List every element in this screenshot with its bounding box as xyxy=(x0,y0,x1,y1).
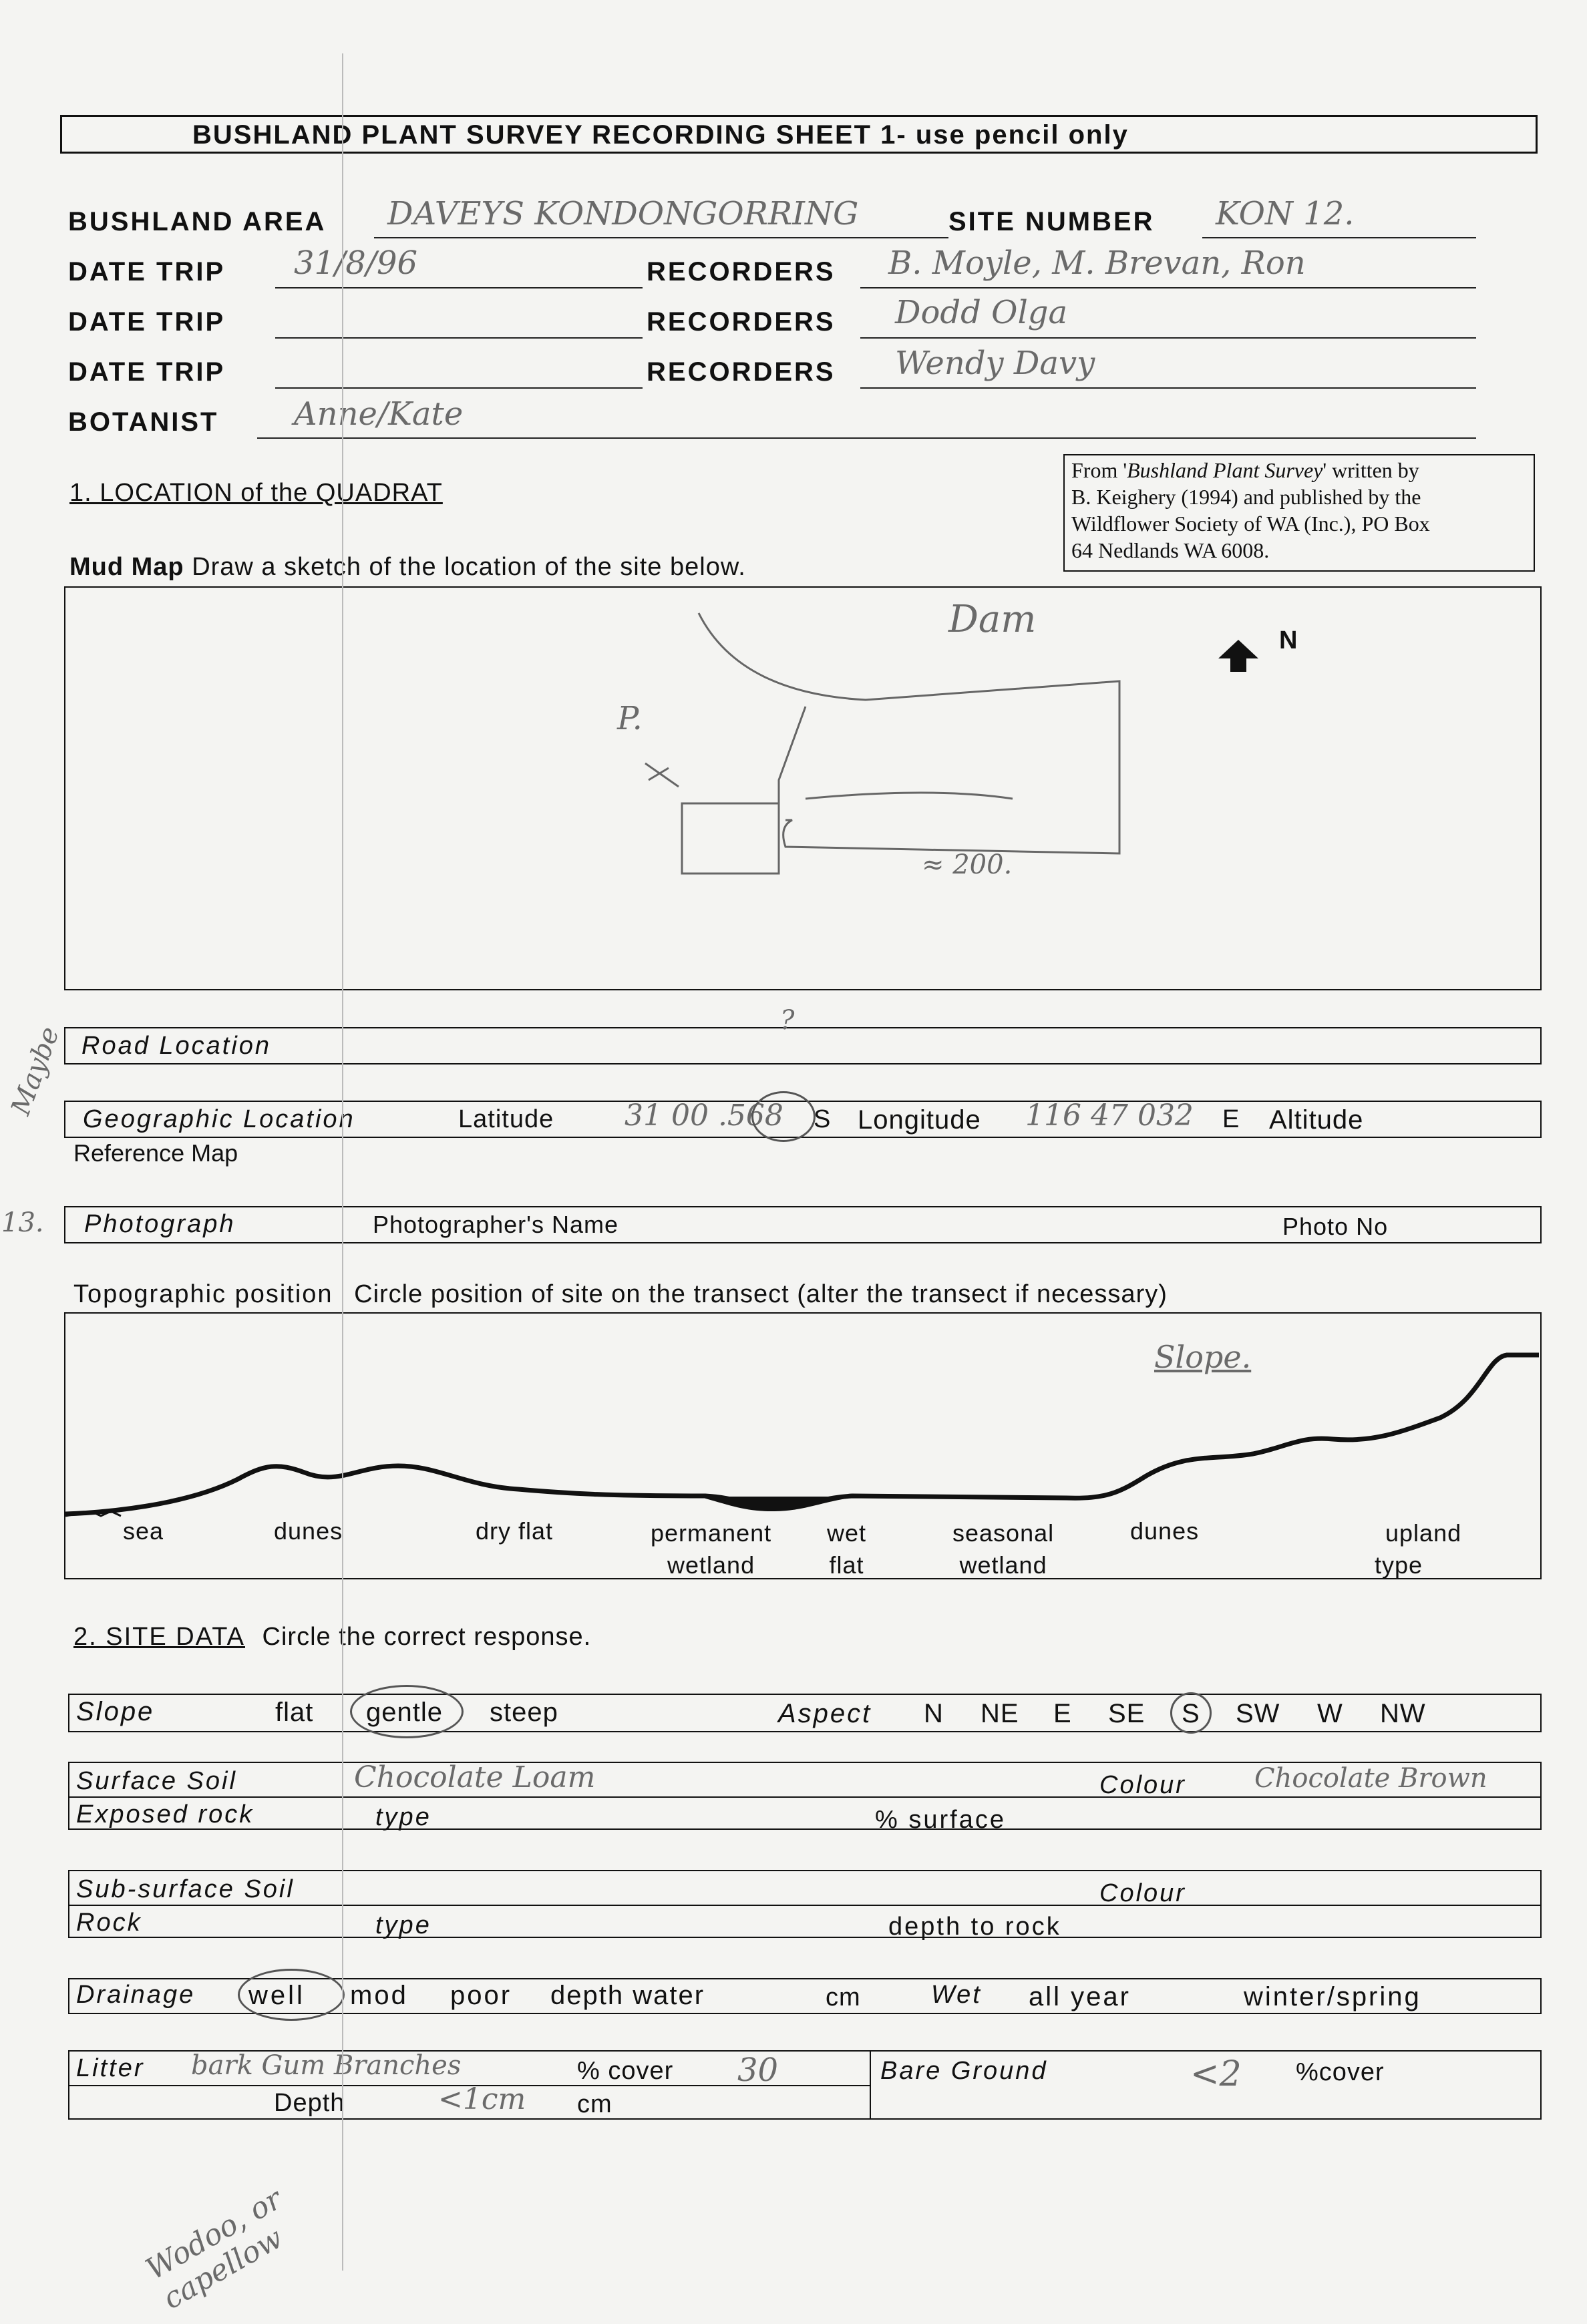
road-location-box[interactable] xyxy=(64,1027,1542,1064)
margin-note-bottom: Wodoo, or capellow xyxy=(140,2182,289,2317)
date-trip-label-2: DATE TRIP xyxy=(68,307,226,337)
photographer-label: Photographer's Name xyxy=(373,1211,619,1238)
credit-line-4: 64 Nedlands WA 6008. xyxy=(1071,538,1270,562)
fold-line xyxy=(342,53,343,2271)
subsurface-colour-label: Colour xyxy=(1099,1879,1186,1907)
botanist-line xyxy=(257,437,1476,439)
wet-option-all-year[interactable]: all year xyxy=(1029,1982,1131,2011)
topo-permanent-line-1: permanent xyxy=(651,1519,772,1547)
recorders-label-1: RECORDERS xyxy=(647,257,836,286)
rock-type-label: type xyxy=(375,1911,431,1939)
north-arrow-icon xyxy=(1218,640,1258,672)
bushland-area-line xyxy=(374,237,948,238)
botanist-value[interactable]: Anne/Kate xyxy=(294,395,464,433)
mudmap-label xyxy=(69,553,746,582)
margin-note-left: Maybe xyxy=(5,1022,65,1119)
page-title: BUSHLAND PLANT SURVEY RECORDING SHEET 1- use pencil only xyxy=(192,120,1129,150)
mud-map-sketch xyxy=(64,586,1542,990)
slope-gentle-circle xyxy=(350,1685,464,1738)
bare-ground-pct-cover-label: %cover xyxy=(1296,2058,1385,2086)
aspect-option-s[interactable]: S xyxy=(1182,1699,1200,1728)
recorders-line-1 xyxy=(860,287,1476,288)
slope-label: Slope xyxy=(76,1697,155,1726)
aspect-option-n[interactable]: N xyxy=(924,1699,944,1728)
litter-pct-cover-label: % cover xyxy=(577,2057,674,2085)
topo-seasonal-line-2: wetland xyxy=(959,1551,1047,1579)
topo-upland-type[interactable] xyxy=(1336,1517,1461,1581)
topo-wet-line-2: flat xyxy=(829,1551,864,1579)
site-data-heading xyxy=(73,1623,591,1652)
topographic-label-text: Topographic position xyxy=(73,1280,333,1308)
surface-soil-value[interactable]: Chocolate Loam xyxy=(354,1760,596,1794)
aspect-option-nw[interactable]: NW xyxy=(1380,1699,1426,1728)
sketch-dam-label: Dam xyxy=(948,598,1037,641)
litter-value[interactable]: bark Gum Branches xyxy=(191,2050,462,2081)
recorders-value-2[interactable]: Dodd Olga xyxy=(895,294,1068,331)
topographic-label xyxy=(73,1280,1168,1309)
road-location-mark: ? xyxy=(780,1005,795,1036)
date-trip-label-3: DATE TRIP xyxy=(68,357,226,387)
aspect-option-w[interactable]: W xyxy=(1317,1699,1343,1728)
depth-to-rock-label: depth to rock xyxy=(888,1913,1061,1941)
site-number-line xyxy=(1202,237,1476,238)
topo-dunes-2[interactable]: dunes xyxy=(1130,1517,1200,1545)
topo-dry-flat[interactable]: dry flat xyxy=(476,1517,554,1545)
credit-line-2: B. Keighery (1994) and published by the xyxy=(1071,485,1421,509)
topo-sea[interactable]: sea xyxy=(123,1517,164,1545)
topo-wet-flat[interactable] xyxy=(827,1517,866,1581)
depth-water-unit: cm xyxy=(826,1983,861,2011)
date-trip-line-2 xyxy=(275,337,643,339)
date-trip-line-1 xyxy=(275,287,643,288)
pct-surface-label: % surface xyxy=(875,1806,1006,1834)
surface-colour-label: Colour xyxy=(1099,1771,1186,1799)
photo-no-label: Photo No xyxy=(1282,1213,1389,1240)
longitude-value[interactable]: 116 47 032 xyxy=(1025,1099,1194,1133)
recorders-label-2: RECORDERS xyxy=(647,307,836,337)
credit-line-1: From 'Bushland Plant Survey' written by xyxy=(1071,458,1419,482)
longitude-hemisphere: E xyxy=(1222,1105,1240,1133)
recorders-value-1[interactable]: B. Moyle, M. Brevan, Ron xyxy=(888,244,1306,282)
aspect-option-ne[interactable]: NE xyxy=(981,1699,1019,1728)
topographic-instruction: Circle position of site on the transect (alter the transect if necessary) xyxy=(354,1280,1168,1308)
sketch-distance-label: ≈ 200. xyxy=(922,849,1013,880)
aspect-s-circle xyxy=(1170,1692,1212,1734)
latitude-value[interactable]: 31 00 .568 xyxy=(625,1099,783,1133)
aspect-option-se[interactable]: SE xyxy=(1108,1699,1145,1728)
wet-label: Wet xyxy=(931,1981,982,2009)
reference-map-label: Reference Map xyxy=(73,1139,238,1167)
wet-option-winter-spring[interactable]: winter/spring xyxy=(1244,1982,1421,2011)
drainage-well-circle xyxy=(238,1969,345,2021)
depth-unit: cm xyxy=(577,2090,612,2118)
topo-upland-line-1: upland xyxy=(1385,1519,1462,1547)
photograph-label: Photograph xyxy=(84,1210,236,1238)
depth-value[interactable]: <1cm xyxy=(438,2082,526,2116)
recorders-line-2 xyxy=(860,337,1476,339)
mudmap-label-bold: Mud Map xyxy=(69,553,184,581)
site-data-title: 2. SITE DATA xyxy=(73,1623,245,1651)
recorders-line-3 xyxy=(860,387,1476,389)
slope-option-gentle[interactable]: gentle xyxy=(366,1698,443,1727)
credit-text xyxy=(1071,457,1532,564)
location-heading: 1. LOCATION of the QUADRAT xyxy=(69,479,443,507)
litter-cover-value[interactable]: 30 xyxy=(737,2052,779,2089)
subsurface-label: Sub-surface Soil xyxy=(76,1875,295,1903)
surface-colour-value[interactable]: Chocolate Brown xyxy=(1254,1763,1487,1794)
bare-ground-label: Bare Ground xyxy=(880,2057,1048,2085)
margin-note-13: 13. xyxy=(1,1207,44,1238)
topo-permanent-wetland[interactable] xyxy=(651,1517,771,1581)
drainage-option-poor[interactable]: poor xyxy=(450,1981,512,2010)
bushland-area-value[interactable]: DAVEYS KONDONGORRING xyxy=(387,195,859,232)
depth-water-label: depth water xyxy=(550,1981,705,2010)
recorders-value-3[interactable]: Wendy Davy xyxy=(895,345,1095,382)
latitude-circle xyxy=(751,1091,816,1142)
altitude-label: Altitude xyxy=(1269,1105,1364,1135)
aspect-option-sw[interactable]: SW xyxy=(1236,1699,1280,1728)
rock-label: Rock xyxy=(76,1909,142,1937)
latitude-label: Latitude xyxy=(458,1105,554,1133)
topo-seasonal-line-1: seasonal xyxy=(952,1519,1055,1547)
depth-label: Depth xyxy=(274,2089,345,2117)
bushland-area-label: BUSHLAND AREA xyxy=(68,207,327,236)
date-trip-line-3 xyxy=(275,387,643,389)
geographic-location-label: Geographic Location xyxy=(83,1105,355,1133)
slope-option-flat[interactable]: flat xyxy=(275,1698,314,1727)
north-label: N xyxy=(1279,626,1298,654)
recorders-label-3: RECORDERS xyxy=(647,357,836,387)
topographic-note: Slope. xyxy=(1154,1339,1252,1375)
sketch-p-label: P. xyxy=(617,700,643,737)
litter-divider-vertical xyxy=(870,2050,871,2120)
drainage-option-well[interactable]: well xyxy=(248,1981,305,2010)
topo-permanent-line-2: wetland xyxy=(667,1551,755,1579)
date-trip-value-1[interactable]: 31/8/96 xyxy=(294,244,418,282)
bare-ground-value[interactable]: <2 xyxy=(1190,2054,1242,2094)
site-data-instruction: Circle the correct response. xyxy=(262,1623,592,1651)
drainage-label: Drainage xyxy=(76,1981,196,2009)
credit-line-3: Wildflower Society of WA (Inc.), PO Box xyxy=(1071,512,1430,536)
exposed-rock-type-label: type xyxy=(375,1803,431,1831)
topo-seasonal-wetland[interactable] xyxy=(952,1517,1054,1581)
subsurface-divider xyxy=(68,1905,1542,1906)
longitude-label: Longitude xyxy=(858,1105,981,1135)
topo-upland-line-2: type xyxy=(1375,1551,1423,1579)
aspect-label: Aspect xyxy=(778,1699,872,1728)
site-number-value[interactable]: KON 12. xyxy=(1216,195,1355,232)
topo-wet-line-1: wet xyxy=(827,1519,867,1547)
topo-dunes[interactable]: dunes xyxy=(274,1517,343,1545)
date-trip-label-1: DATE TRIP xyxy=(68,257,226,286)
road-location-label: Road Location xyxy=(81,1032,272,1060)
site-number-label: SITE NUMBER xyxy=(948,207,1155,236)
litter-label: Litter xyxy=(76,2054,145,2082)
slope-option-steep[interactable]: steep xyxy=(490,1698,558,1727)
aspect-option-e[interactable]: E xyxy=(1053,1699,1072,1728)
botanist-label: BOTANIST xyxy=(68,407,219,437)
mudmap-instruction: Draw a sketch of the location of the site below. xyxy=(192,553,746,581)
drainage-option-mod[interactable]: mod xyxy=(350,1981,408,2010)
latitude-hemisphere: S xyxy=(814,1105,832,1133)
exposed-rock-label: Exposed rock xyxy=(76,1800,254,1828)
surface-soil-divider xyxy=(68,1796,1542,1798)
surface-soil-label: Surface Soil xyxy=(76,1767,237,1795)
